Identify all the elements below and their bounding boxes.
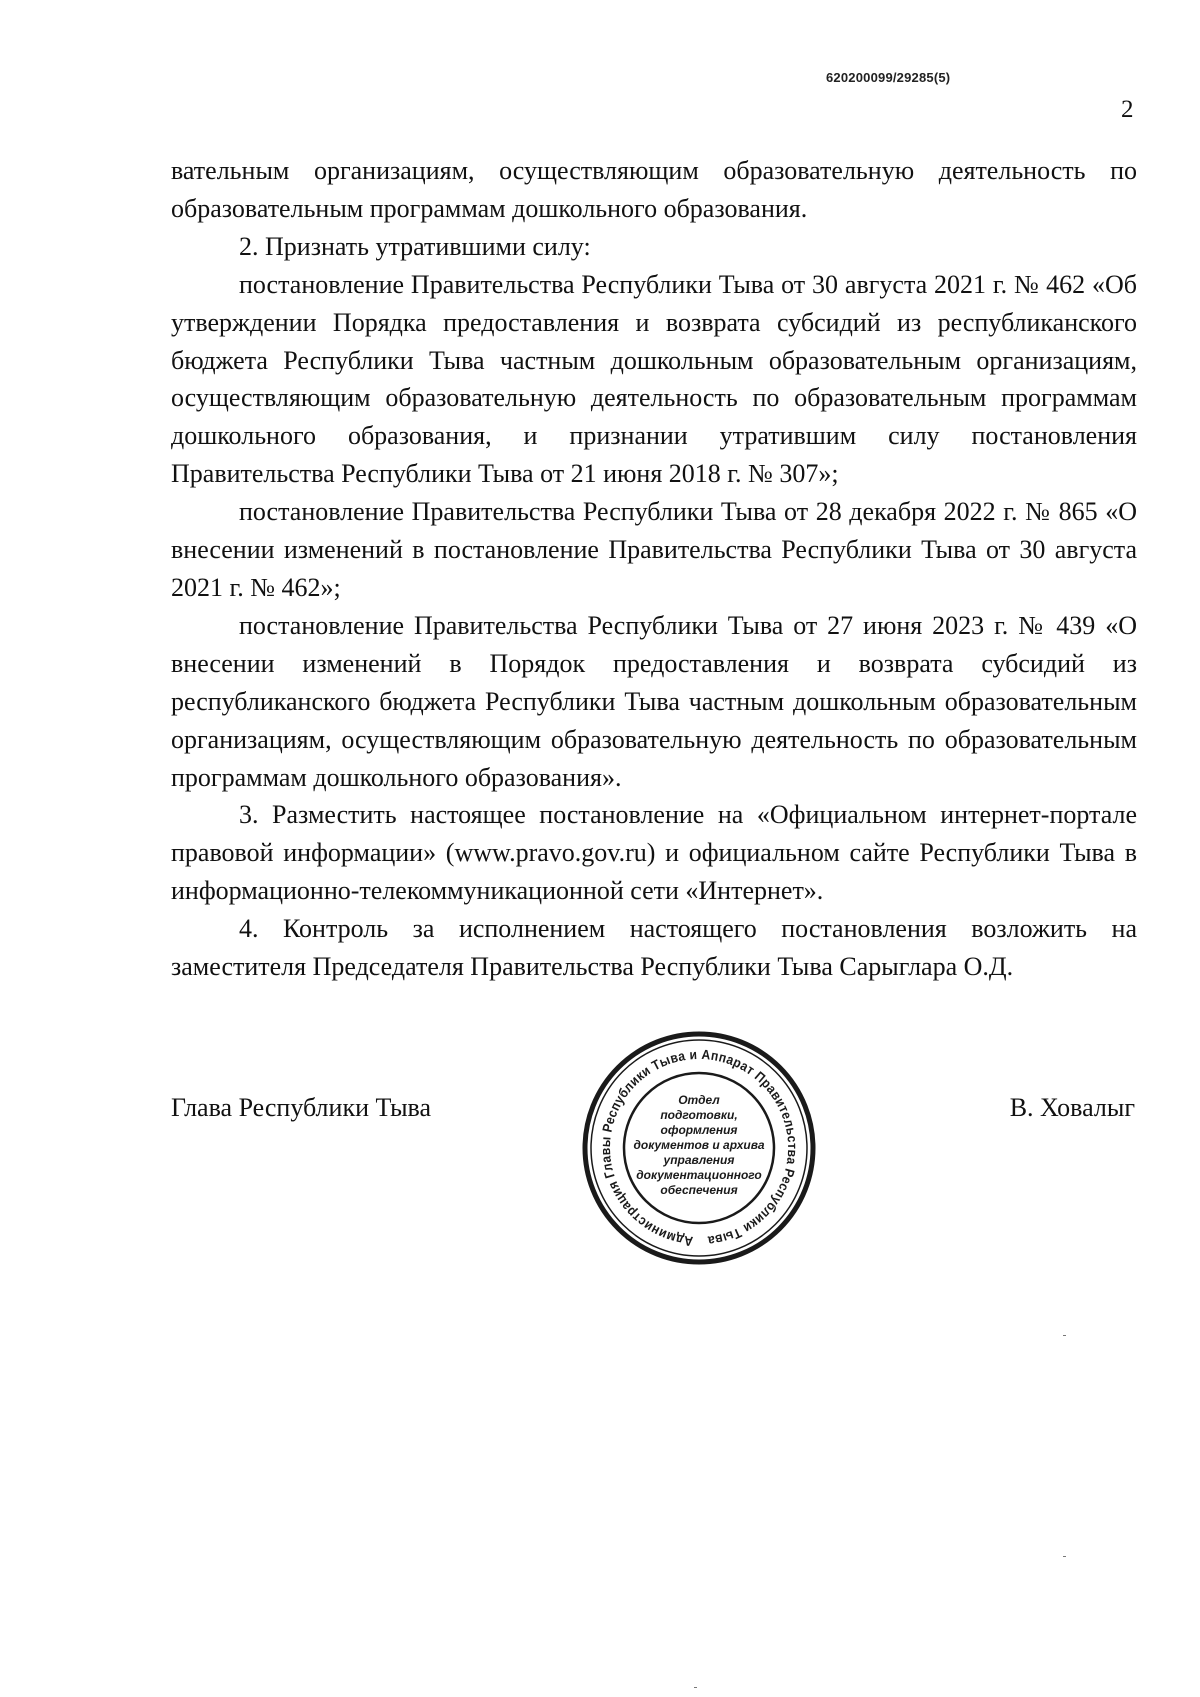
paragraph-item-3: 3. Разместить настоящее постановление на «Официальном интернет-портале правовой информации» (www.pravo.gov.ru) и официальном сайте Республики Тыва в информационно-телекоммуникационной сети «Интернет». [171, 800, 1137, 906]
seal-graphic [580, 1030, 818, 1266]
official-seal [580, 1030, 818, 1266]
signatory-name: В. Ховалыг [1009, 1093, 1135, 1122]
paragraph-item-2: 2. Признать утратившими силу: [239, 231, 591, 261]
scan-speck [1063, 1556, 1066, 1557]
signatory-title: Глава Республики Тыва [171, 1093, 432, 1122]
scan-speck [694, 1687, 697, 1688]
document-code: 620200099/29285(5) [826, 70, 951, 85]
document-body [171, 152, 1137, 986]
paragraph-continuation: вательным организациям, осуществляющим образовательную деятельность по образовательным программам дошкольного образования. [171, 156, 1137, 223]
seal-center-line-6: документационного [636, 1168, 762, 1182]
scan-speck [1063, 1335, 1066, 1336]
seal-center-line-3: оформления [660, 1123, 738, 1137]
paragraph-decree-439: постановление Правительства Республики Тыва от 27 июня 2023 г. № 439 «О внесении изменений в Порядок предоставления и возврата субсидий из республиканского бюджета Республики Тыва частным дошкольным образовательным организациям, осуществляющим образовательную деятельность по образовательным программам дошкольного образования». [171, 610, 1137, 792]
seal-center-line-4: документов и архива [633, 1138, 765, 1152]
paragraph-item-4: 4. Контроль за исполнением настоящего постановления возложить на заместителя Председателя Правительства Республики Тыва Сарыглара О.Д. [171, 914, 1137, 982]
seal-center-line-5: управления [663, 1153, 735, 1167]
seal-ring-text-path: Администрация Главы Республики Тыва и Аппарат Правительства Республики Тыва [597, 1046, 801, 1249]
seal-center-line-2: подготовки, [660, 1108, 738, 1122]
page-number: 2 [1121, 96, 1134, 123]
paragraph-decree-865: постановление Правительства Республики Тыва от 28 декабря 2022 г. № 865 «О внесении изменений в постановление Правительства Республики Тыва от 30 августа 2021 г. № 462»; [171, 497, 1137, 602]
seal-center-line-7: обеспечения [660, 1183, 738, 1197]
paragraph-decree-462: постановление Правительства Республики Тыва от 30 августа 2021 г. № 462 «Об утверждении Порядка предоставления и возврата субсидий из республиканского бюджета Республики Тыва частным дошкольным образовательным организациям, осуществляющим образовательную деятельность по образовательным программам дошкольного образования, и признании утратившим силу постановления Правительства Республики Тыва от 21 июня 2018 г. № 307»; [171, 269, 1137, 489]
seal-center-line-1: Отдел [678, 1093, 720, 1107]
